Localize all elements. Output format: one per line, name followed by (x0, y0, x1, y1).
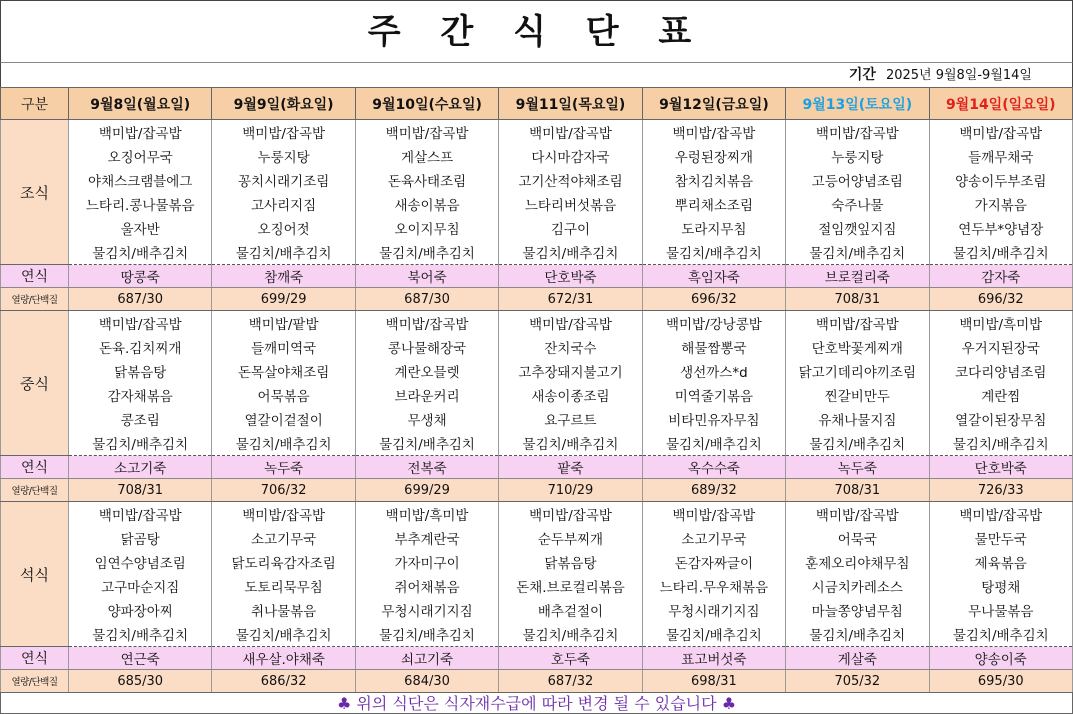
menu-cell: 울자반 (69, 216, 212, 240)
menu-cell: 들깨미역국 (212, 335, 355, 359)
menu-cell: 물김치/배추김치 (355, 622, 498, 647)
menu-cell: 물만두국 (929, 526, 1072, 550)
menu-cell: 양송이두부조림 (929, 168, 1072, 192)
nutrition-label: 열량/단백질 (1, 288, 69, 311)
menu-cell: 오징어무국 (69, 144, 212, 168)
menu-cell: 느타리버섯볶음 (499, 192, 642, 216)
menu-row (1, 526, 1073, 550)
menu-cell: 돈감자짜글이 (642, 550, 785, 574)
menu-cell: 잔치국수 (499, 335, 642, 359)
nutrition-label: 열량/단백질 (1, 670, 69, 693)
menu-cell: 임연수양념조림 (69, 550, 212, 574)
menu-cell: 물김치/배추김치 (212, 622, 355, 647)
menu-cell: 물김치/배추김치 (642, 622, 785, 647)
menu-cell: 돈육.김치찌개 (69, 335, 212, 359)
menu-cell: 부추계란국 (355, 526, 498, 550)
menu-cell: 배추겉절이 (499, 598, 642, 622)
menu-cell: 닭볶음탕 (499, 550, 642, 574)
menu-cell: 백미밥/잡곡밥 (69, 502, 212, 527)
club-icon: ♣ (721, 694, 737, 713)
soft-diet-cell: 전복죽 (355, 456, 498, 479)
page-title: 주 간 식 단 표 (0, 0, 1073, 63)
soft-diet-cell: 옥수수죽 (642, 456, 785, 479)
menu-cell: 백미밥/흑미밥 (355, 502, 498, 527)
menu-cell: 고구마순지짐 (69, 574, 212, 598)
nutrition-cell: 687/32 (499, 670, 642, 693)
period-row (0, 63, 1073, 87)
menu-cell: 물김치/배추김치 (929, 431, 1072, 456)
day-header: 9월12일(금요일) (642, 88, 785, 120)
nutrition-cell: 687/30 (355, 288, 498, 311)
menu-cell: 닭고기데리야끼조림 (786, 359, 929, 383)
nutrition-cell: 689/32 (642, 479, 785, 502)
menu-cell: 물김치/배추김치 (642, 240, 785, 265)
menu-row (1, 335, 1073, 359)
menu-cell: 물김치/배추김치 (212, 431, 355, 456)
menu-cell: 해물짬뽕국 (642, 335, 785, 359)
menu-cell: 시금치카레소스 (786, 574, 929, 598)
nutrition-cell: 686/32 (212, 670, 355, 693)
day-header: 9월11일(목요일) (499, 88, 642, 120)
soft-diet-cell: 녹두죽 (786, 456, 929, 479)
menu-cell: 다시마감자국 (499, 144, 642, 168)
menu-cell: 어묵볶음 (212, 383, 355, 407)
menu-row (1, 407, 1073, 431)
menu-cell: 물김치/배추김치 (929, 240, 1072, 265)
menu-cell: 뿌리채소조림 (642, 192, 785, 216)
menu-cell: 코다리양념조림 (929, 359, 1072, 383)
menu-row (1, 311, 1073, 336)
menu-cell: 백미밥/잡곡밥 (499, 311, 642, 336)
menu-cell: 오이지무침 (355, 216, 498, 240)
menu-cell: 백미밥/흑미밥 (929, 311, 1072, 336)
menu-cell: 물김치/배추김치 (69, 431, 212, 456)
day-header: 9월8일(월요일) (69, 88, 212, 120)
menu-cell: 야채스크램블에그 (69, 168, 212, 192)
menu-table-body (1, 88, 1073, 693)
nutrition-cell: 684/30 (355, 670, 498, 693)
menu-cell: 물김치/배추김치 (355, 431, 498, 456)
soft-diet-cell: 단호박죽 (929, 456, 1072, 479)
menu-cell: 숙주나물 (786, 192, 929, 216)
menu-cell: 소고기무국 (642, 526, 785, 550)
soft-diet-row (1, 265, 1073, 288)
menu-cell: 도토리묵무침 (212, 574, 355, 598)
menu-cell: 소고기무국 (212, 526, 355, 550)
menu-cell: 어묵국 (786, 526, 929, 550)
menu-cell: 돈육사태조림 (355, 168, 498, 192)
menu-cell: 돈채.브로컬리볶음 (499, 574, 642, 598)
menu-row (1, 216, 1073, 240)
soft-diet-cell: 녹두죽 (212, 456, 355, 479)
nutrition-cell: 687/30 (69, 288, 212, 311)
menu-cell: 무생채 (355, 407, 498, 431)
menu-cell: 쥐어채볶음 (355, 574, 498, 598)
menu-cell: 닭볶음탕 (69, 359, 212, 383)
menu-cell: 고등어양념조림 (786, 168, 929, 192)
menu-row (1, 120, 1073, 145)
menu-cell: 백미밥/팥밥 (212, 311, 355, 336)
menu-cell: 무청시래기지짐 (642, 598, 785, 622)
menu-cell: 물김치/배추김치 (69, 622, 212, 647)
menu-cell: 열갈이겉절이 (212, 407, 355, 431)
note-text: 위의 식단은 식자재수급에 따라 변경 될 수 있습니다 (356, 694, 717, 713)
menu-row (1, 502, 1073, 527)
menu-table (0, 87, 1073, 693)
menu-cell: 꽁치시래기조림 (212, 168, 355, 192)
nutrition-cell: 710/29 (499, 479, 642, 502)
menu-row (1, 431, 1073, 456)
menu-cell: 들깨무채국 (929, 144, 1072, 168)
header-label: 구분 (1, 88, 69, 120)
nutrition-cell: 695/30 (929, 670, 1072, 693)
soft-diet-cell: 쇠고기죽 (355, 647, 498, 670)
menu-cell: 열갈이된장무침 (929, 407, 1072, 431)
soft-diet-cell: 새우살.야채죽 (212, 647, 355, 670)
menu-row (1, 574, 1073, 598)
soft-diet-cell: 흑임자죽 (642, 265, 785, 288)
soft-diet-cell: 브로컬리죽 (786, 265, 929, 288)
club-icon: ♣ (336, 694, 352, 713)
nutrition-row (1, 670, 1073, 693)
nutrition-cell: 708/31 (786, 479, 929, 502)
menu-cell: 백미밥/잡곡밥 (69, 311, 212, 336)
nutrition-cell: 696/32 (929, 288, 1072, 311)
nutrition-cell: 699/29 (355, 479, 498, 502)
menu-cell: 탕평채 (929, 574, 1072, 598)
nutrition-cell: 726/33 (929, 479, 1072, 502)
soft-diet-cell: 표고버섯죽 (642, 647, 785, 670)
menu-cell: 백미밥/잡곡밥 (212, 502, 355, 527)
menu-cell: 도라지무침 (642, 216, 785, 240)
menu-cell: 비타민유자무침 (642, 407, 785, 431)
menu-cell: 백미밥/잡곡밥 (355, 120, 498, 145)
menu-cell: 물김치/배추김치 (786, 240, 929, 265)
soft-diet-cell: 참깨죽 (212, 265, 355, 288)
menu-cell: 게살스프 (355, 144, 498, 168)
menu-cell: 가자미구이 (355, 550, 498, 574)
period-label: 기간 (848, 67, 876, 83)
menu-cell: 무나물볶음 (929, 598, 1072, 622)
soft-diet-cell: 호두죽 (499, 647, 642, 670)
soft-diet-cell: 소고기죽 (69, 456, 212, 479)
soft-diet-cell: 양송이죽 (929, 647, 1072, 670)
menu-row (1, 240, 1073, 265)
menu-cell: 단호박꽃게찌개 (786, 335, 929, 359)
menu-cell: 생선까스*d (642, 359, 785, 383)
menu-cell: 훈제오리야채무침 (786, 550, 929, 574)
day-header: 9월14일(일요일) (929, 88, 1072, 120)
menu-cell: 백미밥/잡곡밥 (929, 120, 1072, 145)
menu-cell: 닭곰탕 (69, 526, 212, 550)
menu-cell: 백미밥/잡곡밥 (212, 120, 355, 145)
soft-diet-cell: 단호박죽 (499, 265, 642, 288)
menu-cell: 고사리지짐 (212, 192, 355, 216)
menu-cell: 물김치/배추김치 (212, 240, 355, 265)
nutrition-cell: 708/31 (786, 288, 929, 311)
menu-cell: 닭도리육감자조림 (212, 550, 355, 574)
menu-cell: 물김치/배추김치 (355, 240, 498, 265)
menu-cell: 백미밥/잡곡밥 (499, 502, 642, 527)
soft-diet-cell: 북어죽 (355, 265, 498, 288)
menu-cell: 브라운커리 (355, 383, 498, 407)
menu-cell: 순두부찌개 (499, 526, 642, 550)
menu-cell: 고추장돼지불고기 (499, 359, 642, 383)
nutrition-cell: 706/32 (212, 479, 355, 502)
day-header: 9월9일(화요일) (212, 88, 355, 120)
day-header: 9월10일(수요일) (355, 88, 498, 120)
menu-cell: 우거지된장국 (929, 335, 1072, 359)
menu-cell: 돈목살야채조림 (212, 359, 355, 383)
menu-cell: 백미밥/잡곡밥 (929, 502, 1072, 527)
soft-diet-cell: 감자죽 (929, 265, 1072, 288)
menu-cell: 우렁된장찌개 (642, 144, 785, 168)
soft-diet-label: 연식 (1, 265, 69, 288)
nutrition-cell: 708/31 (69, 479, 212, 502)
menu-cell: 무청시래기지짐 (355, 598, 498, 622)
nutrition-cell: 685/30 (69, 670, 212, 693)
menu-row (1, 622, 1073, 647)
menu-cell: 누룽지탕 (786, 144, 929, 168)
footer-note (0, 693, 1073, 714)
menu-cell: 요구르트 (499, 407, 642, 431)
nutrition-row (1, 479, 1073, 502)
menu-cell: 고기산적야채조림 (499, 168, 642, 192)
menu-row (1, 598, 1073, 622)
menu-cell: 참치김치볶음 (642, 168, 785, 192)
nutrition-cell: 672/31 (499, 288, 642, 311)
menu-row (1, 359, 1073, 383)
menu-cell: 김구이 (499, 216, 642, 240)
menu-cell: 마늘쫑양념무침 (786, 598, 929, 622)
soft-diet-row (1, 647, 1073, 670)
nutrition-cell: 696/32 (642, 288, 785, 311)
nutrition-cell: 705/32 (786, 670, 929, 693)
menu-cell: 미역줄기볶음 (642, 383, 785, 407)
menu-cell: 계란오믈렛 (355, 359, 498, 383)
menu-cell: 물김치/배추김치 (499, 431, 642, 456)
nutrition-cell: 698/31 (642, 670, 785, 693)
menu-cell: 유채나물지짐 (786, 407, 929, 431)
menu-cell: 물김치/배추김치 (69, 240, 212, 265)
menu-cell: 백미밥/잡곡밥 (642, 502, 785, 527)
menu-cell: 새송이볶음 (355, 192, 498, 216)
nutrition-row (1, 288, 1073, 311)
soft-diet-cell: 게살죽 (786, 647, 929, 670)
menu-cell: 연두부*양념장 (929, 216, 1072, 240)
menu-cell: 취나물볶음 (212, 598, 355, 622)
meal-label: 중식 (1, 311, 69, 456)
menu-cell: 느타리.무우채볶음 (642, 574, 785, 598)
menu-row (1, 144, 1073, 168)
meal-label: 조식 (1, 120, 69, 265)
menu-cell: 물김치/배추김치 (499, 622, 642, 647)
menu-cell: 양파장아찌 (69, 598, 212, 622)
menu-row (1, 192, 1073, 216)
menu-cell: 제육볶음 (929, 550, 1072, 574)
nutrition-cell: 699/29 (212, 288, 355, 311)
menu-cell: 콩조림 (69, 407, 212, 431)
menu-cell: 감자채볶음 (69, 383, 212, 407)
menu-cell: 찐갈비만두 (786, 383, 929, 407)
menu-cell: 백미밥/강낭콩밥 (642, 311, 785, 336)
menu-cell: 오징어젓 (212, 216, 355, 240)
soft-diet-cell: 땅콩죽 (69, 265, 212, 288)
soft-diet-row (1, 456, 1073, 479)
soft-diet-label: 연식 (1, 647, 69, 670)
menu-cell: 콩나물해장국 (355, 335, 498, 359)
menu-cell: 새송이종조림 (499, 383, 642, 407)
menu-cell: 백미밥/잡곡밥 (786, 311, 929, 336)
menu-cell: 절임깻잎지짐 (786, 216, 929, 240)
menu-cell: 물김치/배추김치 (642, 431, 785, 456)
menu-cell: 백미밥/잡곡밥 (786, 120, 929, 145)
nutrition-label: 열량/단백질 (1, 479, 69, 502)
menu-cell: 느타리.콩나물볶음 (69, 192, 212, 216)
menu-cell: 계란찜 (929, 383, 1072, 407)
menu-cell: 물김치/배추김치 (786, 431, 929, 456)
meal-label: 석식 (1, 502, 69, 647)
menu-row (1, 168, 1073, 192)
period-value: 2025년 9월8일-9월14일 (885, 68, 1032, 83)
menu-cell: 백미밥/잡곡밥 (786, 502, 929, 527)
header-row (1, 88, 1073, 120)
menu-cell: 백미밥/잡곡밥 (355, 311, 498, 336)
menu-cell: 가지볶음 (929, 192, 1072, 216)
soft-diet-label: 연식 (1, 456, 69, 479)
menu-cell: 물김치/배추김치 (499, 240, 642, 265)
menu-cell: 물김치/배추김치 (929, 622, 1072, 647)
day-header: 9월13일(토요일) (786, 88, 929, 120)
menu-row (1, 383, 1073, 407)
menu-row (1, 550, 1073, 574)
soft-diet-cell: 팥죽 (499, 456, 642, 479)
menu-cell: 백미밥/잡곡밥 (69, 120, 212, 145)
menu-cell: 누룽지탕 (212, 144, 355, 168)
menu-cell: 백미밥/잡곡밥 (642, 120, 785, 145)
soft-diet-cell: 연근죽 (69, 647, 212, 670)
menu-cell: 백미밥/잡곡밥 (499, 120, 642, 145)
menu-cell: 물김치/배추김치 (786, 622, 929, 647)
